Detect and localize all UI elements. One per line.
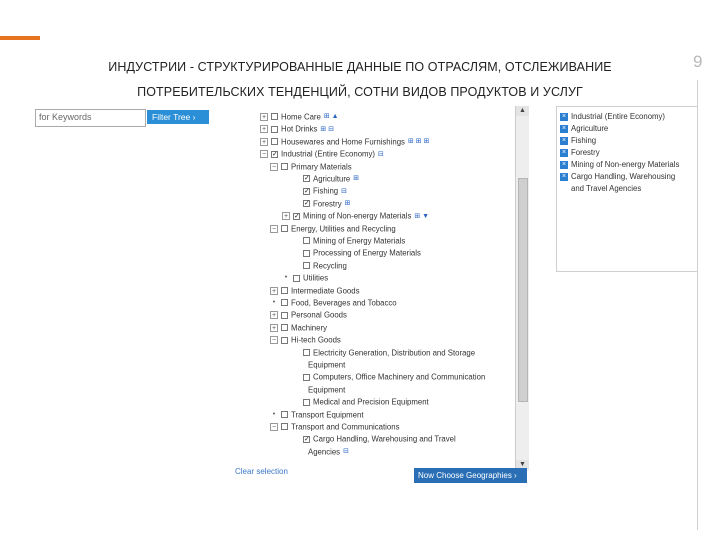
selected-item-label: and Travel Agencies (571, 184, 642, 193)
tree-row[interactable] (260, 122, 334, 135)
tree-row-label: Energy, Utilities and Recycling (291, 224, 396, 234)
tree-checkbox[interactable] (281, 225, 288, 232)
tree-row[interactable] (282, 271, 328, 284)
remove-item-icon[interactable]: × (561, 124, 567, 132)
tree-scrollbar[interactable] (515, 106, 529, 470)
collapse-icon[interactable]: − (271, 423, 277, 431)
tree-row-tags-icon[interactable]: ⊞ ⊟ (320, 125, 335, 133)
tree-row-label: Processing of Energy Materials (313, 248, 421, 258)
tree-checkbox[interactable]: ✓ (304, 187, 310, 195)
tree-row[interactable] (270, 308, 347, 321)
tree-row-label: Cargo Handling, Warehousing and Travel (313, 434, 456, 444)
tree-row[interactable] (292, 395, 429, 408)
tree-row[interactable] (270, 420, 399, 433)
tree-checkbox[interactable] (303, 262, 310, 269)
tree-checkbox[interactable]: ✓ (304, 200, 310, 208)
tree-row-label: Electricity Generation, Distribution and Storage (313, 348, 476, 358)
selected-item (560, 171, 675, 183)
tree-row-label: Food, Beverages and Tobacco (291, 298, 397, 308)
bullet-icon[interactable]: • (272, 410, 276, 418)
page-title (0, 55, 720, 105)
remove-item-icon[interactable]: × (561, 160, 567, 168)
tree-checkbox[interactable] (281, 411, 288, 418)
keyword-search-input[interactable]: for Keywords (35, 109, 146, 127)
scroll-thumb[interactable] (518, 178, 528, 402)
remove-item-icon[interactable]: × (561, 136, 567, 144)
tree-row[interactable] (282, 209, 429, 222)
selected-item-label: Agriculture (571, 124, 609, 133)
title-line-1: ИНДУСТРИИ - СТРУКТУРИРОВАННЫЕ ДАННЫЕ ПО ОТРАСЛЯМ, ОТСЛЕЖИВАНИЕ (108, 60, 612, 74)
expand-icon[interactable]: + (271, 287, 277, 295)
tree-row[interactable] (292, 432, 456, 445)
remove-item-icon[interactable]: × (561, 148, 567, 156)
tree-row-label: Equipment (308, 385, 346, 395)
tree-checkbox[interactable] (281, 163, 288, 170)
selected-item-label: Cargo Handling, Warehousing (571, 172, 676, 181)
tree-row[interactable] (308, 445, 349, 458)
tree-row-tags-icon[interactable]: ⊞ (344, 200, 351, 208)
tree-row-tags-icon[interactable]: ⊞ ▼ (414, 212, 430, 220)
tree-checkbox[interactable] (303, 349, 310, 356)
tree-row-label: Forestry (313, 199, 342, 209)
expand-icon[interactable]: + (261, 138, 267, 146)
page-number: 9 (693, 52, 703, 71)
tree-row-label: Housewares and Home Furnishings (281, 137, 405, 147)
tree-row-tags-icon[interactable]: ⊟ (378, 150, 384, 158)
tree-row-label: Intermediate Goods (291, 286, 360, 296)
tree-row-tags-icon[interactable]: ⊞ ▲ (323, 113, 339, 121)
tree-row-tags-icon[interactable]: ⊞ (353, 175, 360, 183)
tree-checkbox[interactable] (281, 324, 288, 331)
collapse-icon[interactable]: − (271, 225, 277, 233)
tree-checkbox[interactable] (303, 250, 310, 257)
tree-checkbox[interactable] (281, 312, 288, 319)
tree-row-label: Mining of Non-energy Materials (303, 211, 412, 221)
tree-row[interactable] (270, 408, 364, 421)
remove-item-icon[interactable]: × (561, 112, 567, 120)
tree-row-label: Agriculture (313, 174, 351, 184)
tree-row[interactable] (292, 172, 359, 185)
selected-item-label: Mining of Non-energy Materials (571, 160, 680, 169)
choose-geographies-button[interactable]: Now Choose Geographies › (414, 468, 527, 483)
tree-row[interactable] (260, 135, 429, 148)
selected-item (560, 147, 600, 159)
tree-row[interactable] (270, 284, 359, 297)
tree-row-label: Utilities (303, 273, 329, 283)
expand-icon[interactable]: + (271, 312, 277, 320)
tree-checkbox[interactable] (281, 287, 288, 294)
selected-item (560, 135, 596, 147)
tree-row[interactable] (270, 333, 341, 346)
tree-row[interactable] (292, 259, 347, 272)
tree-row-label: Mining of Energy Materials (313, 236, 406, 246)
selected-item (560, 159, 679, 171)
expand-icon[interactable]: + (283, 213, 289, 221)
scroll-up-arrow-icon[interactable]: ▲ (516, 106, 529, 116)
tree-row-tags-icon[interactable]: ⊟ (341, 187, 348, 195)
tree-checkbox[interactable] (281, 337, 288, 344)
tree-checkbox[interactable]: ✓ (294, 212, 300, 220)
tree-checkbox[interactable] (281, 299, 288, 306)
tree-row-label: Home Care (281, 112, 321, 122)
tree-row[interactable] (292, 197, 350, 210)
tree-checkbox[interactable] (303, 374, 310, 381)
tree-row[interactable] (292, 184, 347, 197)
tree-row-label: Hi-tech Goods (291, 335, 341, 345)
tree-row-label: Transport and Communications (291, 422, 400, 432)
category-tree (256, 106, 514, 464)
tree-row-label: Computers, Office Machinery and Communication (313, 372, 486, 382)
tree-checkbox[interactable]: ✓ (304, 175, 310, 183)
tree-row[interactable] (292, 370, 485, 383)
collapse-icon[interactable]: − (271, 337, 277, 345)
tree-row[interactable] (270, 296, 397, 309)
tree-checkbox[interactable] (281, 423, 288, 430)
selected-item-label: Forestry (571, 148, 600, 157)
tree-row-label: Agencies (308, 447, 341, 457)
tree-row-tags-icon[interactable]: ⊟ (343, 448, 349, 456)
filter-tree-button[interactable]: Filter Tree › (147, 110, 209, 124)
tree-row-tags-icon[interactable]: ⊞ ⊞ ⊞ (407, 138, 430, 146)
clear-selection-link[interactable]: Clear selection (235, 467, 288, 476)
tree-row-label: Machinery (291, 323, 327, 333)
accent-bar (0, 36, 40, 40)
tree-row[interactable] (292, 346, 475, 359)
tree-row[interactable] (260, 110, 339, 123)
tree-checkbox[interactable] (271, 126, 278, 133)
tree-checkbox[interactable]: ✓ (304, 435, 310, 443)
bullet-icon[interactable]: • (272, 298, 276, 306)
tree-checkbox[interactable] (303, 399, 310, 406)
tree-row[interactable] (270, 160, 352, 173)
tree-checkbox[interactable]: ✓ (272, 150, 278, 158)
tree-checkbox[interactable] (303, 237, 310, 244)
expand-icon[interactable]: + (261, 126, 267, 134)
tree-row-label: Recycling (313, 261, 347, 271)
tree-row[interactable] (270, 222, 396, 235)
selected-items-panel (556, 106, 698, 272)
tree-row[interactable] (308, 383, 345, 396)
tree-row[interactable] (270, 321, 327, 334)
collapse-icon[interactable]: − (271, 163, 277, 171)
scroll-down-arrow-icon[interactable]: ▼ (516, 460, 529, 470)
tree-row-label: Industrial (Entire Economy) (281, 149, 376, 159)
tree-row-label: Personal Goods (291, 310, 347, 320)
tree-row-label: Medical and Precision Equipment (313, 397, 429, 407)
bullet-icon[interactable]: • (284, 274, 288, 282)
tree-row-label: Fishing (313, 186, 339, 196)
tree-row[interactable] (292, 246, 421, 259)
tree-checkbox[interactable] (271, 113, 278, 120)
remove-item-icon[interactable]: × (561, 172, 567, 180)
tree-row-label: Transport Equipment (291, 410, 364, 420)
tree-checkbox[interactable] (293, 275, 300, 282)
tree-checkbox[interactable] (271, 138, 278, 145)
tree-row-label: Equipment (308, 360, 346, 370)
selected-item-label: Industrial (Entire Economy) (571, 112, 666, 121)
title-line-2: ПОТРЕБИТЕЛЬСКИХ ТЕНДЕНЦИЙ, СОТНИ ВИДОВ ПРОДУКТОВ И УСЛУГ (137, 85, 583, 99)
expand-icon[interactable]: + (271, 324, 277, 332)
selected-item (571, 183, 641, 195)
collapse-icon[interactable]: − (261, 151, 267, 159)
tree-row[interactable] (292, 234, 405, 247)
tree-row-label: Hot Drinks (281, 124, 318, 134)
tree-row[interactable] (260, 147, 384, 160)
selected-item-label: Fishing (571, 136, 597, 145)
selected-item (560, 123, 608, 135)
selected-item (560, 111, 665, 123)
tree-row-label: Primary Materials (291, 162, 352, 172)
expand-icon[interactable]: + (261, 113, 267, 121)
tree-row[interactable] (308, 358, 345, 371)
